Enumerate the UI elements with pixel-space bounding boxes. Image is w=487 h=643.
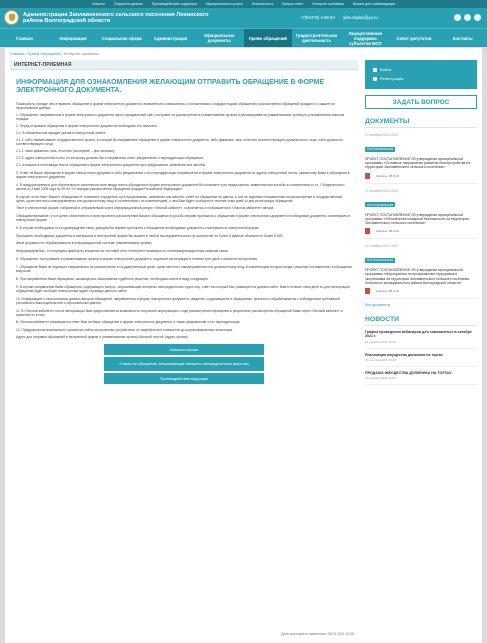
- header-social-icons: [454, 14, 481, 21]
- sidebar: [365, 60, 477, 385]
- document-download-link[interactable]: Скачать, 58.4 Кб: [376, 229, 400, 234]
- breadcrumb-separator: /: [61, 52, 63, 56]
- top-utility-bar: [0, 0, 487, 8]
- main-nav: [0, 28, 487, 47]
- document-meta: [365, 288, 477, 294]
- paragraph: Текст в электронной форме, набранный в отправляемый через информационный ресурс «Личный кабинет», сохраняется и отображается в «Личном кабинете» автора.: [16, 206, 275, 210]
- last-updated: Дата последнего изменения: 05.03.2021 15:06: [281, 632, 354, 636]
- nav-item-council[interactable]: Совет депутатов: [396, 35, 432, 41]
- top-link[interactable]: Открытые данные: [113, 2, 143, 6]
- paragraph: 11. В «Личном кабинете» после авторизации Вам предоставляется возможность получения информации о ходе рассмотрения обращения и результатах рассмотрения обращений Вами через «Личный кабинет» и хранение их в нем.: [16, 309, 343, 317]
- anticorruption-button[interactable]: Противодействие коррупции: [104, 373, 264, 384]
- public-answers-button[interactable]: Ответы на обращения, затрагивающие интересы неопределенного круга лиц: [104, 357, 264, 371]
- article-title: ИНФОРМАЦИЯ ДЛЯ ОЗНАКОМЛЕНИЯ ЖЕЛАЮЩИМ ОТПРАВИТЬ ОБРАЩЕНИЕ В ФОРМЕ ЭЛЕКТРОННОГО ДОКУМЕНТА.: [16, 79, 324, 94]
- paragraph: 8. При направлении Вами обращения, касающегося обжалования судебного решения, необходимо иметь в виду следующее.: [16, 277, 209, 281]
- email[interactable]: adm.zaplav@ya.ru: [342, 15, 378, 20]
- breadcrumb-section[interactable]: Приём обращений: [27, 52, 61, 56]
- documents-title: ДОКУМЕНТЫ: [365, 118, 477, 128]
- section-heading: ИНТЕРНЕТ-ПРИЕМНАЯ: [10, 60, 358, 70]
- paragraph: 2. Перед отправкой обращения в форме электронного документа необходимо его написать.: [16, 124, 158, 128]
- document-meta: [365, 173, 477, 179]
- paragraph: 1. Обращение, направленное в форме электронного документа через официальный сайт, поступает на рассмотрение в (наименование органа) и рассматривается (наименование органа) в установленном законом порядке.: [16, 113, 345, 121]
- document-download-link[interactable]: Скачать, 58.4 Кб: [376, 289, 400, 294]
- nav-item-administration[interactable]: Администрация: [153, 35, 188, 41]
- paragraph: 2.1.3. адрес электронной почты, по которому должны быть направлены ответ, уведомление о переадресации обращения;: [16, 156, 204, 160]
- accessibility-icon[interactable]: [474, 14, 481, 21]
- document-item: [365, 239, 477, 299]
- news-item[interactable]: [365, 349, 477, 367]
- document-item: [365, 128, 477, 184]
- news-title: НОВОСТИ: [365, 316, 477, 326]
- user-icon: [373, 77, 377, 81]
- all-documents-link[interactable]: Все документы: [365, 303, 391, 308]
- main-column: [10, 60, 358, 638]
- news-headline[interactable]: Реализация имущества должника на торгах: [365, 352, 443, 357]
- nav-item-social[interactable]: Социальная сфера: [101, 35, 142, 41]
- document-date: 17 октября 2021 14:00: [365, 244, 398, 249]
- top-link[interactable]: Безопасность: [251, 2, 274, 6]
- nav-item-property-support[interactable]: Имущественная поддержка субъектов МСП: [348, 30, 382, 46]
- news-item[interactable]: [365, 367, 477, 385]
- login-link[interactable]: [373, 65, 469, 74]
- paragraph: 9. В случае направления Вами обращения, содержащего вопрос, затрагивающий интересы неопределенного круга лиц, ответ на который был размещен на данном сайте, Вам в течение семи дней со дня регистрации обращения будет сообщен электронный адрес страницы данного сайта.: [16, 285, 350, 293]
- paragraph: 7. Обращение Вами не подлежит направлению на рассмотрение в государственный орган, орган местного самоуправления или должностному лицу, в компетенцию которых входит решение поставленных в обращении вопросов.: [16, 265, 352, 273]
- nav-item-documents[interactable]: Официальные документы: [203, 33, 235, 43]
- breadcrumb: [10, 52, 99, 56]
- paragraph: 12. Предусмотрена возможность просмотра сайта на различных устройствах: от смартфонов и планшетов до широкоформатных мониторов.: [16, 328, 234, 332]
- top-link[interactable]: Интернет-приёмная: [312, 2, 344, 6]
- news-date: 20 октября 2021 15:30: [365, 357, 397, 362]
- top-link[interactable]: Версия для слабовидящих: [352, 2, 396, 6]
- document-date: 17 октября 2021 14:00: [365, 133, 398, 137]
- login-box: [365, 60, 477, 89]
- paragraph: 10. Информацию о персональных данных авторов обращений, направленных в форме электронного документа, сведения, содержащиеся в обращениях, хранится и обрабатывается с соблюдением требований российского законодательства о персональных данных.: [16, 297, 340, 305]
- social-icon[interactable]: [454, 14, 461, 21]
- action-buttons: [104, 344, 264, 384]
- document-date: 17 октября 2021 14:00: [365, 188, 398, 193]
- phone[interactable]: +7(84478) 4-68-84: [300, 15, 335, 20]
- paragraph: 2.1. В обязательном порядке указав в электронной анкете:: [16, 131, 107, 135]
- news-item[interactable]: [365, 326, 477, 349]
- header-contacts: [300, 15, 378, 20]
- document-download-link[interactable]: Скачать, 68.6 Кб: [376, 173, 400, 178]
- top-link[interactable]: Муниципальные услуги: [205, 2, 243, 6]
- coat-of-arms-logo-icon[interactable]: [4, 10, 19, 25]
- breadcrumb-separator: /: [25, 52, 27, 56]
- document-category-badge[interactable]: ПОСТАНОВЛЕНИЯ: [367, 202, 394, 207]
- paragraph: 2.1.2. свою фамилию, имя, отчество (последнее – при наличии);: [16, 149, 115, 153]
- paragraph: В случае, если текст Вашего обращения не позволяет определить суть предложения, заявления или жалобы, ответ на обращение не дается, и оно не подлежит направлению на рассмотрение в государственный орган, орган местного самоуправления или должностному лицу в соответствии с их компетенцией, о чем Вам будет сообщено в течение семи дней со дня регистрации обращения.: [16, 195, 343, 203]
- paragraph: 2.2. изложить в поле ввода текста обращения в форме электронного документа суть предложения, заявления или жалобы.: [16, 163, 207, 167]
- pdf-file-icon: [365, 288, 370, 294]
- paragraph: В «Личном кабинете» размещается ответ Вам на Ваше обращение в форме электронного документа, а также уведомление о его переадресации.: [16, 320, 241, 324]
- ask-question-button[interactable]: ЗАДАТЬ ВОПРОС: [365, 95, 477, 109]
- news-headline[interactable]: ПРОДАЖА ИМУЩЕСТВА ДОЛЖНИКА НА ТОРГАХ: [365, 370, 452, 375]
- paragraph: Пожалуйста, прежде чем отправить обращение в форме электронного документа, внимательно ознакомьтесь с положениями о порядке подачи обращений и рассмотрения обращений граждан и о защите их персональных данных.: [16, 102, 335, 110]
- pdf-file-icon: [365, 173, 370, 179]
- nav-item-contacts[interactable]: Контакты: [452, 35, 473, 41]
- nav-item-info[interactable]: Информация: [59, 35, 87, 41]
- paragraph: Адрес для отправки обращений в письменной форме и (наименование органа) обычной почтой: (адрес органа).: [16, 335, 189, 339]
- paragraph: 3. Ответ на Ваше обращение в форме электронного документа либо уведомление о его переадресации направляется в форме электронного документа по адресу электронной почты, указанному Вами в обращении в форме электронного документа.: [16, 171, 350, 179]
- register-label: Регистрация: [380, 76, 404, 81]
- top-link[interactable]: Вопрос-ответ: [282, 2, 304, 6]
- top-link[interactable]: Противодействие коррупции: [151, 2, 197, 6]
- news-headline[interactable]: График проведения вебинаров для самозанятых в октябре 2021 г.: [365, 330, 472, 339]
- news-date: 21 октября 2021 16:00: [365, 339, 397, 344]
- breadcrumb-home[interactable]: Главная: [10, 52, 25, 56]
- nav-item-appeals[interactable]: Приём обращений: [244, 29, 293, 47]
- document-title[interactable]: ПРОЕКТ ПОСТАНОВЛЕНИЕ Об утверждении муниципальной программы «Основные направления развития благоустройства на территории Заплавненского сельского поселения»: [365, 157, 471, 170]
- register-link[interactable]: [373, 74, 469, 83]
- nav-item-urban-planning[interactable]: Градостроительная деятельность: [295, 33, 338, 43]
- paragraph: Обращаем внимание, что в целях объективного и всестороннего рассмотрения Вашего обращения в срок Вы вправе приложить к обращению в форме электронного документа необходимые документы и материалы в электронной форме.: [16, 214, 351, 222]
- paragraph: 2.1.1. либо наименование государственного органа, в который Вы направляете обращение в форме электронного документа, либо фамилию, имя, отчество соответствующего должностного лица, либо должность соответствующего лица;: [16, 138, 344, 146]
- document-item: [365, 184, 477, 240]
- site-header: [0, 8, 487, 28]
- document-category-badge[interactable]: ПОСТАНОВЛЕНИЯ: [367, 147, 394, 151]
- document-meta: [365, 228, 477, 234]
- login-label: Войти: [380, 67, 392, 72]
- top-link[interactable]: Новости: [91, 2, 105, 6]
- document-category-badge[interactable]: ПОСТАНОВЛЕНИЯ: [367, 258, 394, 263]
- pdf-file-icon: [365, 228, 370, 234]
- document-title[interactable]: ПРОЕКТ ПОСТАНОВЛЕНИЕ Об утверждении муниципальной программы «Мероприятия по профилактике терроризма и экстремизма на территории Заплавненского сельского поселения Ленинского муниципального района Волгоградской области»: [365, 268, 470, 285]
- document-title[interactable]: ПРОЕКТ ПОСТАНОВЛЕНИЕ Об утверждении муниципальной программы «Обеспечение пожарной безопасности на территории Заплавненского сельского поселения»: [365, 212, 470, 226]
- social-icon[interactable]: [464, 14, 471, 21]
- paragraph: 4. В предусмотренных для обязательного заполнения поле ввода текста обращения в форме электронного документа Вы излагаете суть предложения, заявления или жалобы в соответствии со ст. 7 Федерального закона от 2 мая 2006 года № 59-ФЗ «О порядке рассмотрения обращений граждан Российской Федерации».: [16, 183, 345, 191]
- nav-item-home[interactable]: Главная: [15, 35, 33, 41]
- paragraph: Информируем Вас, что передача файла(ов) вложения по почтовой сети «Интернет» возможна по телекоммуникационным каналам связи.: [16, 249, 229, 253]
- org-title[interactable]: Администрация Заплавненского сельского поселения Ленинского района Волгоградской области: [23, 12, 209, 25]
- paragraph: 5. В случае необходимости в подтверждение своих доводов Вы вправе приложить к обращению необходимые документы и материалы в электронной форме.: [16, 226, 260, 230]
- login-icon: [373, 68, 377, 72]
- paragraph: Иные форматы не обрабатываются в информационной системе (наименование органа).: [16, 241, 153, 245]
- news-date: 19 октября 2021 11:00: [365, 376, 396, 381]
- write-letter-button[interactable]: Написать письмо: [104, 344, 264, 355]
- paragraph: 6. Обращение, поступившее в (наименование органа) в форме электронного документа, подлежит регистрации в течение трех дней с момента поступления.: [16, 257, 259, 261]
- paragraph: Приложить необходимые документы и материалы в электронной форме Вы можете в любой последовательности (в количестве не более 5 файлов объемом не более 5 Мб).: [16, 234, 284, 238]
- content-area: [5, 48, 482, 643]
- breadcrumb-current: Интернет-приёмная: [63, 52, 99, 56]
